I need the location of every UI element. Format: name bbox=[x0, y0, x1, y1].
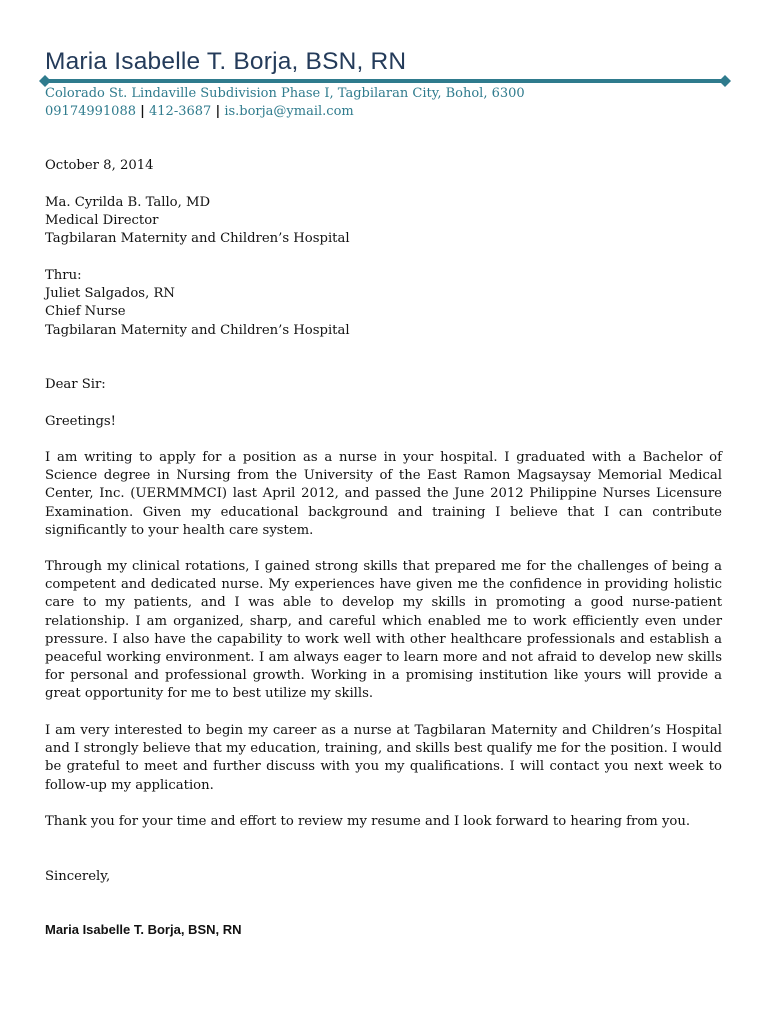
sender-mobile: 09174991088 bbox=[45, 104, 136, 119]
body-paragraph: Through my clinical rotations, I gained strong skills that prepared me for the challenges of being a competent and dedicated nurse. My experiences have given me the confidence in providing holistic care to my patients, and I was able to develop my skills in promoting a good nurse-patient relationship. I am organized, sharp, and careful which enabled me to work efficiently even under pressure. I also have the capability to work well with other healthcare professionals and establish a peaceful working environment. I am always eager to learn more and not afraid to develop new skills for personal and professional growth. Working in a promising institution like yours will provide a great opportunity for me to best utilize my skills. bbox=[45, 559, 722, 702]
thru-title: Chief Nurse bbox=[45, 304, 126, 320]
thru-block bbox=[45, 267, 722, 340]
recipient-name: Ma. Cyrilda B. Tallo, MD bbox=[45, 195, 211, 210]
contact-separator: | bbox=[140, 104, 145, 119]
body-paragraph: I am very interested to begin my career as a nurse at Tagbilaran Maternity and Children’s Hospital and I strongly believe that my education, training, and skills best qualify me for the position. I would be grateful to meet and further discuss with you my qualifications. I will contact you next week to follow-up my application. bbox=[45, 723, 722, 793]
closing: Sincerely, bbox=[45, 869, 111, 884]
thru-label: Thru: bbox=[45, 268, 82, 283]
sender-phone: 412-3687 bbox=[149, 104, 212, 119]
letter-date: October 8, 2014 bbox=[45, 158, 154, 173]
body-paragraph: Thank you for your time and effort to review my resume and I look forward to hearing from you. bbox=[45, 814, 691, 829]
thru-org: Tagbilaran Maternity and Children’s Hospital bbox=[45, 322, 350, 338]
sender-email[interactable]: is.borja@ymail.com bbox=[224, 104, 354, 119]
contact-separator: | bbox=[215, 104, 221, 119]
signature-name: Maria Isabelle T. Borja, BSN, RN bbox=[45, 922, 242, 937]
sender-contact-line bbox=[45, 104, 354, 119]
sender-name: Maria Isabelle T. Borja, BSN, RN bbox=[45, 48, 407, 75]
right-diamond-ornament bbox=[719, 75, 731, 87]
greeting: Greetings! bbox=[45, 414, 116, 429]
salutation: Dear Sir: bbox=[45, 377, 106, 392]
recipient-block bbox=[45, 194, 722, 249]
recipient-title: Medical Director bbox=[45, 213, 159, 229]
recipient-org: Tagbilaran Maternity and Children’s Hospital bbox=[45, 231, 350, 247]
body-paragraph: I am writing to apply for a position as a nurse in your hospital. I graduated with a Bachelor of Science degree in Nursing from the University of the East Ramon Magsaysay Memorial Medical Center, Inc. (UERMMMCI) last April 2012, and passed the June 2012 Philippine Nurses Licensure Examination. Given my educational background and training I believe that I can contribute significantly to your health care system. bbox=[45, 450, 722, 538]
sender-address: Colorado St. Lindaville Subdivision Phase I, Tagbilaran City, Bohol, 6300 bbox=[45, 86, 525, 101]
thru-name: Juliet Salgados, RN bbox=[45, 286, 175, 302]
